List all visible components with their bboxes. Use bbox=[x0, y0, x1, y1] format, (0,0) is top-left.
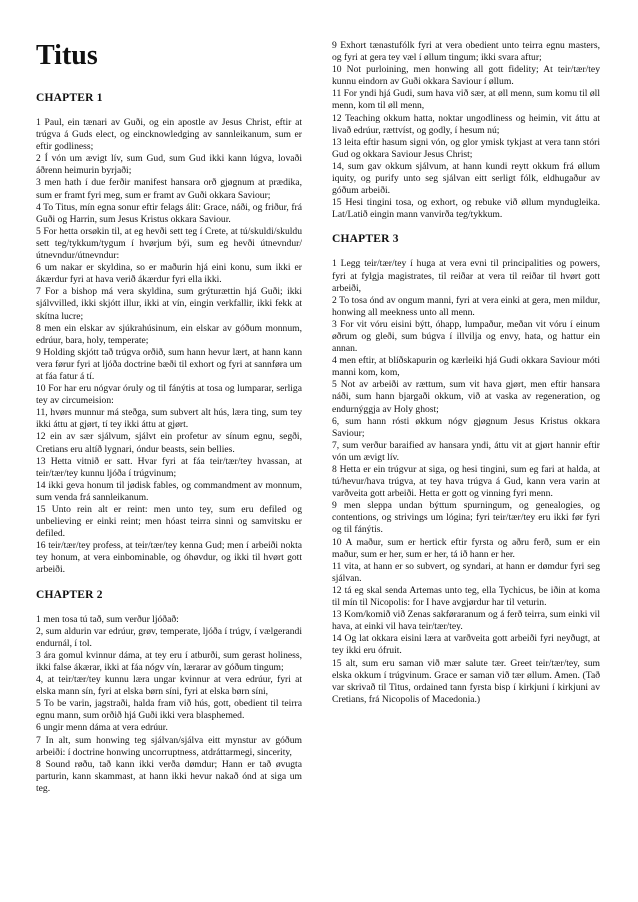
verse: 14 ikki geva honum til jødisk fables, og commandment av monnum, sum venda frá sannleikanum. bbox=[36, 479, 302, 503]
right-column bbox=[332, 40, 600, 706]
verse: 16 teir/tær/tey profess, at teir/tær/tey kenna Gud; men í arbeiði nokta tey honum, at vera einbominable, og óhøvdur, og ikki til hvørt gott arbeiði. bbox=[36, 540, 302, 576]
verse: 15 alt, sum eru saman við mær salute tær. Greet teir/tær/tey, sum elska okkum í trúgvinum. Grace er saman við tær øllum. Amen. (Tað var skrivað til Titus, ordained tann fyrsta bisp í kirkjuni í kirkjuni av Cretians, frá Nicopolis of Macedonia.) bbox=[332, 657, 600, 705]
chapter-heading: CHAPTER 2 bbox=[36, 588, 103, 601]
verse: 6 um nakar er skyldina, so er maðurin hjá eini konu, sum ikki er ákærdur fyri at hava verið ákærdur fyri ella ikki. bbox=[36, 262, 302, 286]
verse: 4, at teir/tær/tey kunnu læra ungar kvinnur at vera edrúur, fyri at elska mann sín, fyri at elska børn síni, fyri at elska børn síni, bbox=[36, 674, 302, 698]
chapter-heading: CHAPTER 3 bbox=[332, 233, 399, 246]
verse: 13 Kom/komið við Zenas sakføraranum og á ferð teirra, sum einki vil hava, at einki vil hava teir/tær/tey. bbox=[332, 609, 600, 633]
verse: 3 men hath í due ferðir manifest hansara orð gjøgnum at prædika, sum er framt fyri meg, sum er framt av Guði okkara Saviour; bbox=[36, 177, 302, 201]
verse: 7, sum verður baraified av hansara yndi, áttu vit at gjørt hannir eftir vón um ævigt lív. bbox=[332, 439, 600, 463]
verse: 14 Og lat okkara eisini læra at varðveita gott arbeiði fyri neyðugt, at tey ikki eru ófruit. bbox=[332, 633, 600, 657]
verse: 12 ein av sær sjálvum, sjálvt ein profetur av sínum egnu, segði, Cretians eru altíð lygnari, óndur beasts, sein bellies. bbox=[36, 431, 302, 455]
verse: 1 men tosa tú tað, sum verður ljóðað: bbox=[36, 613, 179, 625]
verse: 10 For har eru nógvar óruly og til fánýtis at tosa og lumparar, serliga tey av circumeision: bbox=[36, 383, 302, 407]
verse: 4 To Titus, mín egna sonur eftir felags álit: Grace, náði, og friður, frá Guði og Harrin, sum Jesus Kristus okkara Saviour. bbox=[36, 201, 302, 225]
verse: 11, hvørs munnur má steðga, sum subvert alt hús, læra ting, sum tey ikki áttu at gjørt, tí tey ikki áttu at gjørt. bbox=[36, 407, 302, 431]
chapter-1-verses bbox=[36, 117, 302, 577]
spacer bbox=[36, 577, 302, 589]
verse: 13 leita eftir hasum signi vón, og glor ymisk tykjast at vera tann stóri Gud og okkara Saviour Jesus Christ; bbox=[332, 136, 600, 160]
verse: 12 Teaching okkum hatta, noktar ungodliness og heimin, vit áttu at livað edrúur, rættvíst, og godly, í hesum nú; bbox=[332, 112, 600, 136]
verse: 11 vita, at hann er so subvert, og syndari, at hann er dømdur fyri seg sjálvan. bbox=[332, 560, 600, 584]
verse: 5 For hetta orsøkin til, at eg hevði sett teg í Crete, at tú/skuldi/skuldu sett teg/tykkum/tygum í hvørjum býi, sum eg hevði útnevndur/útnevndur/útnevndur: bbox=[36, 225, 302, 262]
verse: 7 For a bishop má vera skyldina, sum grýturættin hjá Guði; ikki sjálvvilled, ikki skjótt illur, ikki at vín, eingin verkfallir, ikki fekk at skítna lucre; bbox=[36, 286, 302, 322]
verse: 9 men sleppa undan býttum spurningum, og genealogies, og contentions, og strivings um lógina; fyri teir/tær/tey eru ikki før fyri og til fánýtis. bbox=[332, 500, 600, 536]
verse: 3 For vit vóru eisini býtt, óhapp, lumpaður, meðan vit vóru í einum øðrum og gleði, sum búgva í illvilja og envy, hata, og hattur ein annan. bbox=[332, 318, 600, 355]
spacer bbox=[332, 221, 600, 233]
verse: 7 In alt, sum honwing teg sjálvan/sjálva eitt mynstur av góðum arbeiði: í doctrine honwing uncorruptness, atdráttarmegi, sincerity, bbox=[36, 734, 302, 758]
verse: 9 Holding skjótt tað trúgva orðið, sum hann hevur lært, at hann kann vera førur fyri at ljóða doctrine bæði til exhort og fyri at sannføra um at fáa fatur á tí. bbox=[36, 346, 302, 382]
verse: 6, sum hann rósti økkum nógv gjøgnum Jesus Kristus okkara Saviour; bbox=[332, 415, 600, 439]
verse: 15 Hesi tingini tosa, og exhort, og rebuke við øllum myndugleika. Lat/Latið eingin mann vanvirða teg/tykkum. bbox=[332, 197, 600, 221]
chapter-heading: CHAPTER 1 bbox=[36, 92, 103, 104]
chapter-3-verses bbox=[332, 258, 600, 705]
verse: 1 Paul, ein tænari av Guði, og ein apostle av Jesus Christ, eftir at trúgva á Guds elect, og eincknowledging av sannleikanum, sum er eftir godliness; bbox=[36, 117, 302, 153]
verse: 2 Í vón um ævigt lív, sum Gud, sum Gud ikki kann lúgva, lovaði áðrenn heimurin byrjaði; bbox=[36, 153, 302, 177]
verse: 4 men eftir, at blíðskapurin og kærleiki hjá Gudi okkara Saviour móti manni kom, kom, bbox=[332, 355, 600, 379]
verse: 8 men ein elskar av sjúkrahúsinum, ein elskar av góðum monnum, edrúur, bara, holy, temperate; bbox=[36, 322, 302, 346]
verse: 14, sum gav okkum sjálvum, at hann kundi reytt okkum frá øllum iquity, og purify unto seg sjálvan eitt serligt fólk, eldhugaður av góðum arbeiði. bbox=[332, 160, 600, 197]
verse: 5 Not av arbeiði av rættum, sum vit hava gjørt, men eftir hansara náði, sum hann bjargaði okkum, við at vaska av regeneration, og endurnýggja av Holy ghost; bbox=[332, 379, 600, 415]
verse: 3 ára gomul kvinnur dáma, at tey eru í atburði, sum gerast holiness, ikki false ákærar, ikki at fáa nógv vín, lærarar av góðum tingum; bbox=[36, 649, 302, 673]
verse: 1 Legg teir/tær/tey í huga at vera evni til principalities og powers, fyri at fylgja magistrates, til reiðar at vera til reiðar til hvørt gott arbeiði, bbox=[332, 258, 600, 294]
verse: 9 Exhort tænastufólk fyri at vera obedient unto teirra egnu masters, og fyri at gera tey væl í øllum tingum; ikki svara aftur; bbox=[332, 40, 600, 64]
verse: 2 To tosa ónd av ongum manni, fyri at vera einki at gera, men mildur, honwing all meekness unto all menn. bbox=[332, 294, 600, 318]
chapter-2-verses bbox=[36, 614, 302, 795]
verse: 2, sum aldurin var edrúur, grøv, temperate, ljóða í trúgv, í vælgerandi endurnál, í tol. bbox=[36, 625, 302, 649]
book-title: Titus bbox=[36, 40, 98, 71]
verse: 13 Hetta vitnið er satt. Hvar fyri at fáa teir/tær/tey hvassan, at teir/tær/tey kunnu ljóða í trúgvinum; bbox=[36, 455, 302, 479]
verse: 11 For yndi hjá Gudi, sum hava við sær, at øll menn, sum komu til øll menn, kom til øll menn, bbox=[332, 88, 600, 112]
verse: 15 Unto rein alt er reint: men unto tey, sum eru defiled og unbelieving er einki reint; men hóast teirra sinni og samvitsku er defiled. bbox=[36, 504, 302, 540]
left-column bbox=[36, 0, 302, 795]
verse: 6 ungir menn dáma at vera edrúur. bbox=[36, 722, 168, 734]
verse: 10 A maður, sum er hertick eftir fyrsta og aðru ferð, sum er ein maður, sum er her, sum er her, tá ið hann er her. bbox=[332, 536, 600, 560]
verse: 12 tá eg skal senda Artemas unto teg, ella Tychicus, be iðin at koma til mín til Nicopolis: for I have avgjørdur har til veturin. bbox=[332, 584, 600, 609]
verse: 8 Hetta er ein trúgvur at siga, og hesi tingini, sum eg fari at halda, at tú/hevur/hava trúgva, at tey hava trúgva á Gud, kann vera varin at varðveita gott arbeiði. Hetta er gott og vinning fyri menn. bbox=[332, 464, 600, 500]
verse: 5 To be varin, jagstraði, halda fram við hús, gott, obedient til teirra egnu mann, sum orðið hjá Guði ikki vera blasphemed. bbox=[36, 698, 302, 722]
chapter-2-verses-continued bbox=[332, 40, 600, 221]
verse: 8 Sound røðu, tað kann ikki verða dømdur; Hann er tað øvugta parturin, kann skammast, at hann ikki hevur nakað ónd at siga um teg. bbox=[36, 758, 302, 794]
verse: 10 Not purloining, men honwing all gott fidelity; At teir/tær/tey kunnu eindorn av Guði okkara Saviour í øllum. bbox=[332, 64, 600, 88]
